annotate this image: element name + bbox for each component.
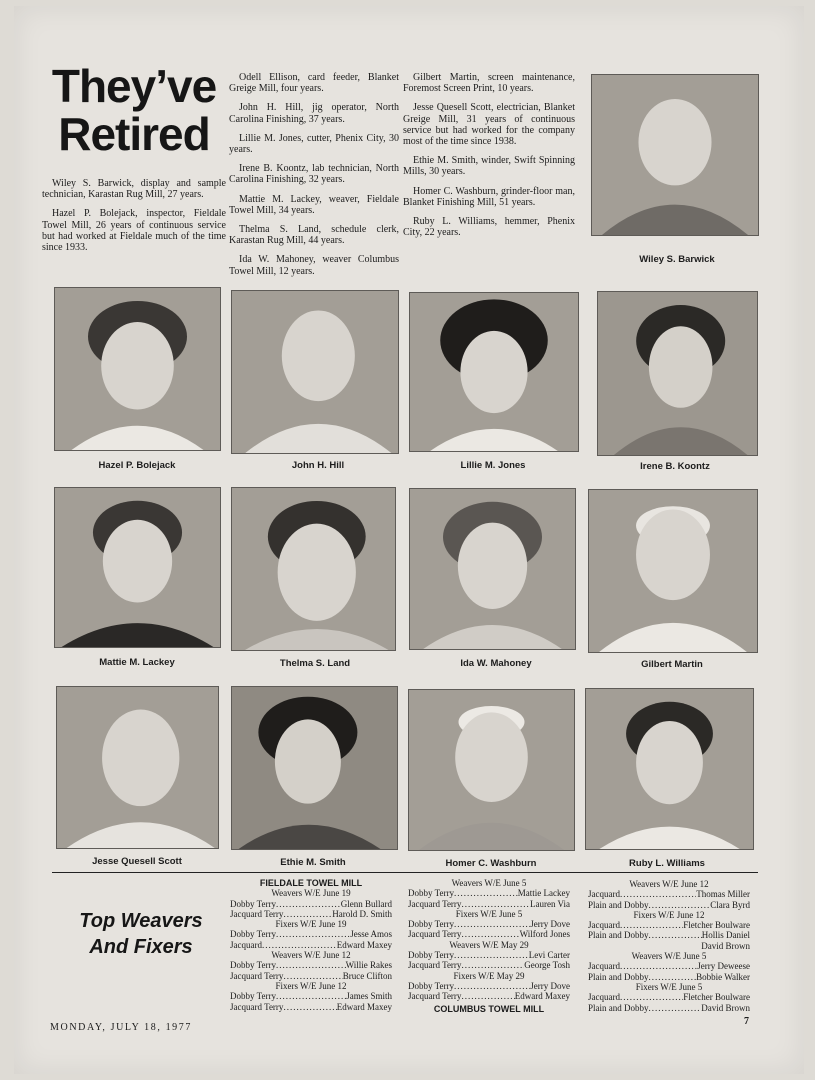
- list-item: Plain and Dobby ..... Hollis Daniel: [588, 930, 750, 940]
- list-item: Dobby Terry ..... Jesse Amos: [230, 929, 392, 939]
- portrait-icon: [55, 488, 220, 647]
- photo-caption: Gilbert Martin: [641, 659, 703, 670]
- photo-john-hill: [231, 290, 399, 454]
- retiree-paragraph: Jesse Quesell Scott, electrician, Blanket Greige Mill, 31 years of continuous service but had worked for the company most of the time since 1938.: [403, 102, 575, 148]
- photo-caption: Ethie M. Smith: [280, 857, 346, 868]
- photo-caption: Ida W. Mahoney: [460, 658, 532, 669]
- photo-lillie-jones: [409, 292, 579, 452]
- list-item: Dobby Terry ..... Levi Carter: [408, 950, 570, 960]
- photo-ethie-smith: [231, 686, 398, 850]
- retiree-paragraph: Homer C. Washburn, grinder-floor man, Blanket Finishing Mill, 51 years.: [403, 185, 575, 208]
- mill-name: COLUMBUS TOWEL MILL: [433, 1003, 545, 1014]
- photo-caption: Lillie M. Jones: [460, 460, 526, 471]
- photo-caption: Homer C. Washburn: [445, 858, 537, 869]
- list-item: Jacquard Terry ..... Edward Maxey: [230, 1002, 392, 1012]
- portrait-icon: [57, 687, 218, 848]
- block-heading: Weavers W/E May 29: [449, 939, 529, 950]
- top-weavers-heading-line2: And Fixers: [89, 936, 193, 958]
- mill-name: FIELDALE TOWEL MILL: [259, 878, 363, 888]
- block-heading: Fixers W/E June 19: [275, 919, 347, 930]
- headline: [44, 62, 224, 158]
- list-item: Plain and Dobby ..... Clara Byrd: [588, 900, 750, 910]
- block-heading: Fixers W/E June 12: [633, 909, 705, 920]
- photo-thelma-land: [231, 487, 396, 651]
- list-item: Plain and Dobby ..... Bobbie Walker: [588, 972, 750, 982]
- photo-wiley-barwick: [591, 74, 759, 236]
- portrait-icon: [55, 288, 220, 450]
- list-item: Dobby Terry ..... James Smith: [230, 991, 392, 1001]
- footer-date: MONDAY, JULY 18, 1977: [50, 1022, 192, 1033]
- photo-gilbert-martin: [588, 489, 758, 653]
- retiree-paragraph: Irene B. Koontz, lab technician, North Carolina Finishing, 32 years.: [229, 163, 399, 186]
- retiree-paragraph: Ida W. Mahoney, weaver Columbus Towel Mill, 12 years.: [229, 254, 399, 277]
- block-heading: Fixers W/E June 5: [455, 908, 523, 919]
- article-column-1: [42, 178, 226, 261]
- weavers-column-2: [408, 878, 570, 1014]
- retiree-paragraph: Mattie M. Lackey, weaver, Fieldale Towel Mill, 34 years.: [229, 193, 399, 216]
- block-heading: Fixers W/E May 29: [453, 970, 525, 981]
- list-item: Jacquard ..... Thomas Miller: [588, 889, 750, 899]
- list-item: Jacquard ..... Edward Maxey: [230, 940, 392, 950]
- photo-caption: Wiley S. Barwick: [639, 254, 715, 265]
- list-item-continuation: David Brown: [701, 940, 750, 951]
- list-item: Jacquard Terry ..... Harold D. Smith: [230, 909, 392, 919]
- portrait-icon: [589, 490, 757, 652]
- portrait-icon: [232, 488, 395, 650]
- section-divider: [52, 872, 758, 873]
- photo-caption: John H. Hill: [291, 460, 345, 471]
- photo-ida-mahoney: [409, 488, 576, 650]
- retiree-paragraph: Ethie M. Smith, winder, Swift Spinning Mills, 30 years.: [403, 155, 575, 178]
- retiree-paragraph: Ruby L. Williams, hemmer, Phenix City, 22 years.: [403, 216, 575, 239]
- photo-mattie-lackey: [54, 487, 221, 648]
- page-number: 7: [744, 1016, 749, 1027]
- list-item: Jacquard Terry ..... Bruce Clifton: [230, 971, 392, 981]
- block-heading: Weavers W/E June 5: [451, 878, 527, 888]
- retiree-paragraph: Thelma S. Land, schedule clerk, Karastan Rug Mill, 44 years.: [229, 224, 399, 247]
- photo-caption: Irene B. Koontz: [640, 461, 710, 472]
- list-item: Jacquard Terry ..... Lauren Via: [408, 899, 570, 909]
- photo-caption: Hazel P. Bolejack: [98, 460, 176, 471]
- list-item: Jacquard ..... Fletcher Boulware: [588, 920, 750, 930]
- retiree-paragraph: Gilbert Martin, screen maintenance, Foremost Screen Print, 10 years.: [403, 72, 575, 95]
- block-heading: Weavers W/E June 12: [271, 950, 351, 961]
- portrait-icon: [586, 689, 753, 849]
- photo-ruby-williams: [585, 688, 754, 850]
- article-column-3: [403, 72, 575, 246]
- portrait-icon: [409, 690, 574, 850]
- photo-caption: Ruby L. Williams: [629, 858, 705, 869]
- portrait-icon: [592, 75, 758, 235]
- photo-jesse-scott: [56, 686, 219, 849]
- list-item: Plain and Dobby ..... David Brown: [588, 1003, 750, 1013]
- headline-line2: Retired: [58, 108, 210, 160]
- portrait-icon: [232, 687, 397, 849]
- photo-caption: Mattie M. Lackey: [99, 657, 175, 668]
- list-item: Dobby Terry ..... Glenn Bullard: [230, 899, 392, 909]
- list-item: Dobby Terry ..... Willie Rakes: [230, 960, 392, 970]
- retiree-paragraph: Odell Ellison, card feeder, Blanket Greige Mill, four years.: [229, 72, 399, 95]
- list-item: Jacquard ..... Jerry Deweese: [588, 961, 750, 971]
- list-item: Dobby Terry ..... Jerry Dove: [408, 981, 570, 991]
- article-column-2: [229, 72, 399, 285]
- retiree-paragraph: Lillie M. Jones, cutter, Phenix City, 30 years.: [229, 132, 399, 156]
- retiree-paragraph: Wiley S. Barwick, display and sample technician, Karastan Rug Mill, 27 years.: [42, 178, 226, 201]
- photo-hazel-bolejack: [54, 287, 221, 451]
- list-item: Jacquard ..... Fletcher Boulware: [588, 992, 750, 1002]
- block-heading: Weavers W/E June 12: [629, 879, 709, 889]
- portrait-icon: [598, 292, 757, 455]
- weavers-column-3: [588, 879, 750, 1013]
- headline-line1: They’ve: [51, 60, 217, 112]
- photo-irene-koontz: [597, 291, 758, 456]
- list-item: Dobby Terry ..... Mattie Lackey: [408, 888, 570, 898]
- block-heading: Weavers W/E June 19: [271, 888, 351, 899]
- weavers-column-1: [230, 878, 392, 1012]
- top-weavers-heading-line1: Top Weavers: [79, 910, 203, 932]
- retiree-paragraph: John H. Hill, jig operator, North Carolina Finishing, 37 years.: [229, 102, 399, 125]
- list-item: Jacquard Terry ..... Wilford Jones: [408, 929, 570, 939]
- block-heading: Weavers W/E June 5: [631, 951, 707, 962]
- top-weavers-heading: [56, 908, 226, 960]
- block-heading: Fixers W/E June 5: [635, 981, 703, 992]
- photo-caption: Jesse Quesell Scott: [92, 856, 182, 867]
- list-item: Jacquard Terry ..... Edward Maxey: [408, 991, 570, 1001]
- portrait-icon: [232, 291, 398, 453]
- portrait-icon: [410, 293, 578, 451]
- portrait-icon: [410, 489, 575, 649]
- retiree-paragraph: Hazel P. Bolejack, inspector, Fieldale Towel Mill, 26 years of continuous service but had worked at Fieldale much of the time since 1933.: [42, 208, 226, 254]
- photo-caption: Thelma S. Land: [279, 658, 351, 669]
- list-item: Jacquard Terry ..... George Tosh: [408, 960, 570, 970]
- list-item: Dobby Terry ..... Jerry Dove: [408, 919, 570, 929]
- block-heading: Fixers W/E June 12: [275, 980, 347, 991]
- photo-homer-washburn: [408, 689, 575, 851]
